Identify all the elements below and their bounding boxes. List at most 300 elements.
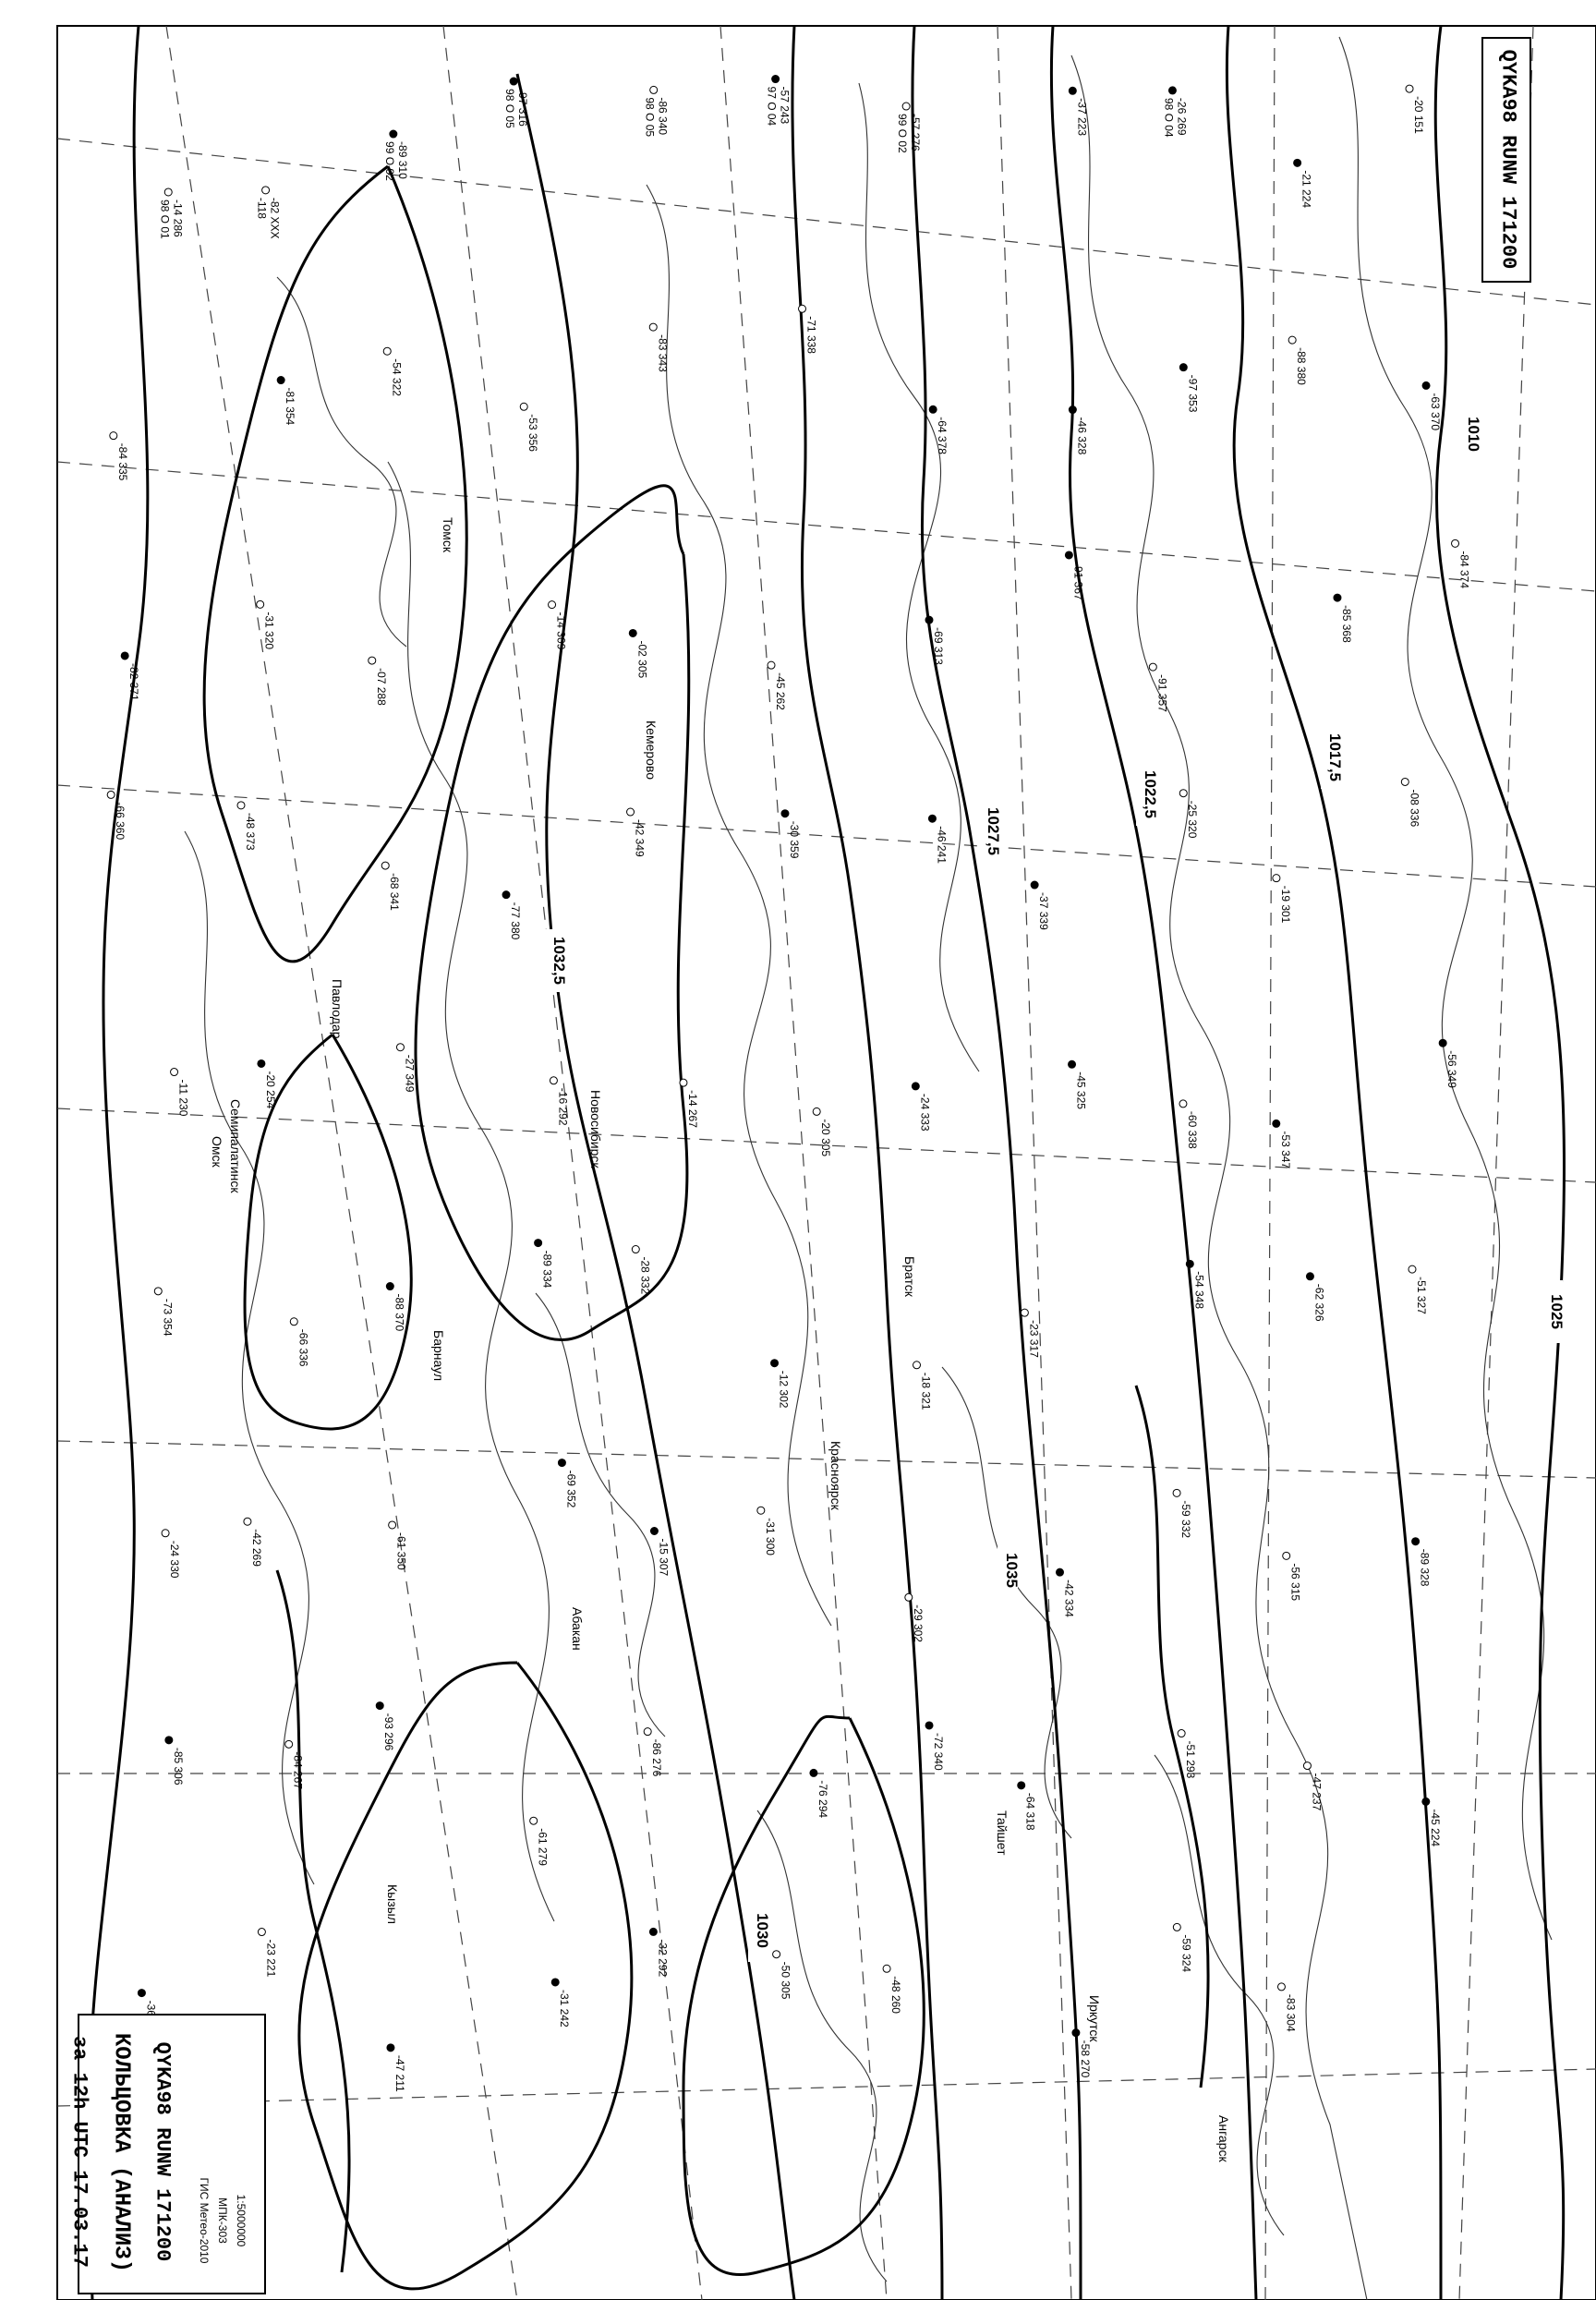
town-label: Новосибирск xyxy=(588,1090,603,1168)
station-circle xyxy=(535,1240,542,1247)
station-plot xyxy=(162,1530,181,1579)
legend-credit-2: МПК-303 xyxy=(216,2197,229,2244)
station-value: -26 269 xyxy=(1175,97,1189,136)
station-plot xyxy=(520,403,539,452)
station-circle xyxy=(387,2044,394,2052)
station-circle xyxy=(369,657,376,664)
station-plot xyxy=(550,1077,569,1126)
station-value: -60 338 xyxy=(1185,1110,1199,1149)
isobar-lines xyxy=(89,26,1564,2300)
station-circle xyxy=(290,1318,297,1326)
station-value: -89 310 xyxy=(395,141,409,179)
station-circle xyxy=(1406,85,1413,92)
station-value: -72 340 xyxy=(932,1732,946,1771)
station-value: -18 321 xyxy=(919,1372,933,1410)
station-circle xyxy=(1178,1730,1185,1737)
station-plot xyxy=(1439,1039,1458,1088)
station-value: -14 286 xyxy=(171,199,185,237)
town-label: Семипалатинск xyxy=(228,1099,243,1193)
station-value: -51 327 xyxy=(1414,1277,1428,1314)
station-circle xyxy=(1422,1798,1430,1805)
station-value: 99 О 02 xyxy=(382,141,396,181)
station-value: -84 335 xyxy=(115,442,129,481)
station-plot xyxy=(928,815,948,864)
station-circle xyxy=(244,1518,251,1525)
station-value: -89 334 xyxy=(540,1250,554,1289)
station-circle xyxy=(1294,159,1301,166)
station-circle xyxy=(551,1979,559,1986)
station-value: -54 348 xyxy=(1192,1271,1206,1310)
station-plot xyxy=(383,130,409,181)
station-circle xyxy=(1069,1060,1076,1068)
station-circle xyxy=(277,377,284,384)
station-circle xyxy=(1273,875,1280,882)
station-plot xyxy=(766,76,792,127)
station-plot xyxy=(650,1528,670,1577)
station-circle xyxy=(1149,663,1156,671)
header-code-box xyxy=(1481,37,1531,283)
station-plot xyxy=(549,601,568,650)
station-plot xyxy=(1018,1782,1037,1831)
station-plot xyxy=(912,1083,931,1132)
station-value: -73 354 xyxy=(161,1298,175,1337)
station-circle xyxy=(549,601,556,609)
station-value: -23 317 xyxy=(1027,1320,1041,1358)
station-value: -88 370 xyxy=(393,1293,406,1332)
station-value: -23 221 xyxy=(264,1939,278,1978)
station-plot xyxy=(1401,778,1421,827)
station-plot xyxy=(1179,1100,1199,1149)
station-value: -84 374 xyxy=(1457,551,1471,589)
station-plot xyxy=(387,2044,406,2092)
station-circle xyxy=(1069,406,1076,414)
station-value: -46 328 xyxy=(1075,417,1089,455)
town-label: Братск xyxy=(902,1256,917,1297)
station-value: -89 328 xyxy=(1418,1548,1432,1587)
chart-legend xyxy=(67,2014,266,2294)
legend-line-3: за 12h UTC 17.03.17 xyxy=(67,2036,91,2268)
station-value: -31 242 xyxy=(558,1989,572,2028)
station-plot xyxy=(369,657,388,706)
station-value: 99 О 02 xyxy=(896,114,910,153)
station-circle xyxy=(925,1722,933,1729)
station-circle xyxy=(396,1044,404,1051)
station-circle xyxy=(390,130,397,138)
station-value: -58 270 xyxy=(1078,2040,1092,2078)
station-value: -118 xyxy=(255,197,269,219)
station-value: -88 380 xyxy=(1295,347,1309,385)
station-value: 98 О 05 xyxy=(643,97,657,138)
header-code: QYKA98 RUNW 171200 xyxy=(1496,49,1520,270)
station-value: 98 О 04 xyxy=(1162,97,1176,138)
town-label: Тайшет xyxy=(995,1810,1010,1856)
station-circle xyxy=(649,1928,657,1935)
station-plot xyxy=(1277,1983,1297,2032)
station-circle xyxy=(1412,1538,1420,1545)
station-circle xyxy=(1179,1100,1187,1108)
station-value: -68 341 xyxy=(388,873,402,911)
station-plot xyxy=(383,347,403,396)
station-value: -56 349 xyxy=(1445,1050,1459,1088)
station-value: -59 332 xyxy=(1179,1500,1193,1539)
town-label: Кемерово xyxy=(644,720,659,780)
station-plot xyxy=(1422,1798,1442,1846)
station-circle xyxy=(1288,336,1296,344)
town-label: Абакан xyxy=(570,1607,585,1651)
station-value: -20 151 xyxy=(1412,96,1426,134)
station-value: -31 320 xyxy=(262,611,276,650)
station-plot xyxy=(389,1521,408,1570)
station-plot xyxy=(629,629,648,678)
station-circle xyxy=(1065,551,1072,559)
station-value: -14 267 xyxy=(685,1090,699,1128)
station-plot xyxy=(627,808,647,857)
station-plot xyxy=(1273,875,1292,924)
legend-credit-3: 1:5000000 xyxy=(235,2194,248,2247)
station-value: -24 333 xyxy=(918,1093,932,1132)
station-plot xyxy=(386,1283,405,1332)
station-plot xyxy=(237,802,257,851)
station-circle xyxy=(781,810,789,817)
station-circle xyxy=(757,1507,765,1514)
station-plot xyxy=(1162,87,1188,138)
isobar-label: 1010 xyxy=(1465,417,1482,452)
legend-line-1: QYKA98 RUNW 171200 xyxy=(151,2041,175,2262)
station-circle xyxy=(771,1360,779,1367)
station-plot xyxy=(244,1518,263,1567)
station-value: -48 373 xyxy=(243,812,257,851)
station-value: -07 288 xyxy=(374,668,388,706)
station-circle xyxy=(257,600,264,608)
station-plot xyxy=(1283,1552,1302,1601)
station-value: -14 309 xyxy=(554,611,568,650)
station-circle xyxy=(162,1530,169,1537)
station-plot xyxy=(502,891,522,940)
station-plot xyxy=(1412,1538,1432,1587)
station-circle xyxy=(389,1521,396,1529)
legend-credit-1: ГИС Метео-2010 xyxy=(198,2177,211,2264)
station-value: -48 260 xyxy=(889,1976,903,2014)
station-value: -30 359 xyxy=(787,820,801,859)
station-value: -45 224 xyxy=(1428,1809,1442,1847)
station-circle xyxy=(154,1288,162,1295)
station-value: -61 350 xyxy=(394,1531,408,1570)
station-value: 97 О 04 xyxy=(765,86,779,127)
station-value: -20 254 xyxy=(263,1071,277,1109)
isobar-label: 1027,5 xyxy=(985,807,1002,855)
station-value: -76 294 xyxy=(816,1780,829,1819)
station-plot xyxy=(757,1507,777,1556)
station-value: -47 211 xyxy=(393,2054,406,2092)
station-value: -51 293 xyxy=(1184,1740,1198,1779)
station-plot xyxy=(905,1593,925,1642)
station-plot xyxy=(649,1928,669,1977)
isobar-label: 1025 xyxy=(1548,1294,1566,1329)
station-plot xyxy=(285,1740,305,1789)
station-value: -31 300 xyxy=(763,1518,777,1556)
station-plot xyxy=(1173,1489,1192,1538)
station-value: -91 367 xyxy=(1071,562,1085,600)
station-value: -83 343 xyxy=(656,334,670,372)
station-circle xyxy=(902,103,910,110)
station-value: -57 243 xyxy=(778,86,792,125)
station-plot xyxy=(110,432,129,481)
station-plot xyxy=(929,406,949,454)
station-plot xyxy=(158,188,184,239)
station-circle xyxy=(285,1740,293,1748)
station-plot xyxy=(1069,87,1088,136)
station-value: -63 370 xyxy=(1429,393,1443,431)
station-circle xyxy=(629,629,636,636)
station-circle xyxy=(138,1990,145,1997)
station-circle xyxy=(520,403,527,410)
station-value: -69 313 xyxy=(931,627,945,665)
isobar-label: 1032,5 xyxy=(550,937,568,985)
station-plot xyxy=(1452,539,1471,588)
station-plot xyxy=(773,1951,792,2000)
station-value: -32 292 xyxy=(656,1939,670,1978)
station-plot xyxy=(1334,594,1353,643)
station-circle xyxy=(632,1246,639,1253)
station-circle xyxy=(550,1077,557,1084)
station-circle xyxy=(650,86,658,93)
station-circle xyxy=(1303,1762,1311,1770)
station-plot xyxy=(165,1737,185,1786)
station-value: -47 237 xyxy=(1310,1773,1324,1811)
station-plot xyxy=(558,1459,577,1508)
station-plot xyxy=(1149,663,1168,712)
station-circle xyxy=(237,802,245,809)
station-value: -82 ХХХ xyxy=(268,197,282,239)
station-circle xyxy=(171,1069,178,1076)
station-circle xyxy=(258,1929,265,1936)
station-plot xyxy=(913,1362,933,1410)
station-value: -53 347 xyxy=(1278,1131,1292,1169)
station-circle xyxy=(773,1951,780,1958)
station-circle xyxy=(913,1362,921,1369)
station-value: -59 324 xyxy=(1179,1934,1193,1973)
station-circle xyxy=(1018,1782,1025,1789)
station-plot xyxy=(171,1069,190,1117)
station-circle xyxy=(1439,1039,1446,1047)
station-value: -42 269 xyxy=(249,1529,263,1567)
town-label: Томск xyxy=(441,517,455,552)
station-plot xyxy=(396,1044,416,1093)
station-circle xyxy=(383,347,391,355)
station-circle xyxy=(810,1769,817,1776)
station-value: -62 326 xyxy=(1312,1283,1326,1322)
station-value: -83 304 xyxy=(1284,1993,1298,2032)
station-plot xyxy=(813,1108,832,1156)
station-value: 98 О 01 xyxy=(158,199,172,239)
station-value: -45 262 xyxy=(774,672,788,710)
station-circle xyxy=(1409,1265,1416,1273)
station-plot xyxy=(277,377,296,426)
station-circle xyxy=(1452,539,1459,547)
station-value: -21 224 xyxy=(1300,170,1313,209)
station-plot xyxy=(810,1769,829,1818)
station-plot xyxy=(1069,1060,1088,1109)
station-value: -86 276 xyxy=(650,1738,664,1777)
station-value: -25 320 xyxy=(1186,800,1200,839)
station-value: -66 360 xyxy=(114,802,127,841)
station-plot xyxy=(1273,1120,1292,1168)
station-value: -15 307 xyxy=(657,1538,671,1577)
station-circle xyxy=(627,808,635,816)
station-plot xyxy=(258,1929,277,1978)
station-circle xyxy=(912,1083,919,1090)
station-circle xyxy=(558,1459,565,1467)
station-plot xyxy=(551,1979,571,2028)
station-plot xyxy=(257,600,276,649)
station-circle xyxy=(799,305,806,312)
station-circle xyxy=(1021,1309,1028,1316)
station-circle xyxy=(772,76,780,83)
station-plot xyxy=(290,1318,309,1367)
legend-line-2: КОЛЬЦОВКА (АНАЛИЗ) xyxy=(108,2032,134,2273)
station-plot xyxy=(256,187,282,239)
station-value: -28 332 xyxy=(638,1256,652,1295)
station-circle xyxy=(165,1737,173,1744)
station-circle xyxy=(925,616,933,623)
station-plot xyxy=(1031,881,1050,930)
isobar-label: 1035 xyxy=(1003,1553,1021,1588)
station-plot xyxy=(632,1246,651,1295)
town-label: Красноярск xyxy=(828,1441,843,1510)
station-value: -57 276 xyxy=(909,114,923,151)
station-plot xyxy=(644,86,670,137)
station-plot xyxy=(883,1965,902,2014)
station-value: -46 241 xyxy=(935,826,949,864)
station-circle xyxy=(680,1079,687,1086)
isobar-label: 1030 xyxy=(754,1913,771,1948)
station-value: -97 316 xyxy=(516,89,530,127)
station-value: -50 305 xyxy=(779,1961,792,2000)
station-circle xyxy=(121,652,128,660)
station-plot xyxy=(1422,381,1442,430)
station-circle xyxy=(1179,364,1187,371)
station-circle xyxy=(107,791,115,798)
station-value: -12 302 xyxy=(777,1370,791,1409)
station-circle xyxy=(813,1108,820,1115)
station-circle xyxy=(1401,778,1409,785)
station-value: -71 338 xyxy=(804,316,818,354)
station-plot xyxy=(535,1240,554,1289)
station-circle xyxy=(1072,2029,1080,2037)
station-circle xyxy=(530,1817,538,1824)
station-circle xyxy=(768,661,775,669)
station-circle xyxy=(1173,1489,1180,1496)
station-circle xyxy=(376,1702,383,1710)
station-circle xyxy=(386,1283,393,1290)
station-value: -19 301 xyxy=(1278,885,1292,924)
station-value: -42 349 xyxy=(633,819,647,857)
station-circle xyxy=(644,1728,651,1736)
station-plot xyxy=(258,1059,277,1108)
station-value: -85 368 xyxy=(1339,605,1353,643)
station-circle xyxy=(1173,1923,1180,1931)
station-circle xyxy=(510,78,517,85)
station-value: -53 356 xyxy=(526,414,540,452)
isobar-label: 1017,5 xyxy=(1326,733,1344,781)
station-value: -93 296 xyxy=(382,1713,396,1751)
station-value: -81 354 xyxy=(284,387,297,426)
station-value: -91 357 xyxy=(1155,674,1169,712)
station-value: -24 330 xyxy=(168,1540,182,1579)
station-value: -42 334 xyxy=(1062,1580,1076,1617)
station-value: -69 352 xyxy=(564,1470,578,1508)
town-label: Иркутск xyxy=(1087,1995,1102,2042)
geographic-boundaries xyxy=(185,37,1552,2300)
station-value: -84 267 xyxy=(291,1751,305,1790)
station-value: -77 380 xyxy=(509,902,523,940)
station-plot xyxy=(1409,1265,1428,1314)
station-plot xyxy=(530,1817,550,1866)
station-value: -08 336 xyxy=(1408,789,1421,828)
station-value: -85 306 xyxy=(171,1747,185,1786)
station-circle xyxy=(1056,1568,1063,1576)
station-plot xyxy=(1306,1273,1325,1322)
station-circle xyxy=(262,187,270,194)
station-circle xyxy=(650,1528,658,1535)
station-circle xyxy=(258,1059,265,1067)
station-circle xyxy=(1283,1552,1290,1559)
station-circle xyxy=(1186,1260,1193,1267)
station-plot xyxy=(1056,1568,1075,1617)
station-plot xyxy=(768,661,787,710)
station-plot xyxy=(1179,364,1199,413)
station-circle xyxy=(1179,790,1187,797)
station-value: -37 339 xyxy=(1037,892,1051,930)
station-value: -64 318 xyxy=(1023,1792,1037,1831)
station-value: -11 230 xyxy=(176,1079,190,1117)
station-value: -37 223 xyxy=(1075,98,1089,137)
station-plot xyxy=(644,1728,663,1777)
station-value: -16 292 xyxy=(556,1087,570,1126)
station-circle xyxy=(502,891,510,899)
station-value: -45 325 xyxy=(1074,1071,1088,1109)
station-plot xyxy=(376,1702,395,1751)
station-circle xyxy=(1168,87,1176,94)
station-circle xyxy=(929,406,937,413)
town-label-layer xyxy=(210,517,1231,2162)
station-value: -29 302 xyxy=(911,1604,925,1642)
station-value: -66 336 xyxy=(296,1328,310,1367)
town-label: Павлодар xyxy=(330,979,345,1039)
station-circle xyxy=(381,862,389,869)
station-plot xyxy=(381,862,401,911)
station-plot xyxy=(771,1360,791,1409)
station-plot xyxy=(503,78,529,128)
station-circle xyxy=(905,1593,913,1601)
station-value: 98 О 05 xyxy=(503,89,517,128)
town-label: Ангарск xyxy=(1216,2115,1231,2162)
station-plot xyxy=(154,1288,174,1337)
station-plot xyxy=(1406,85,1425,134)
station-circle xyxy=(1069,87,1076,94)
station-value: -02 305 xyxy=(635,640,649,679)
station-circle xyxy=(1306,1273,1313,1280)
station-plot xyxy=(896,103,922,153)
station-circle xyxy=(928,815,936,822)
station-plot xyxy=(925,1722,945,1771)
isobar-label: 1022,5 xyxy=(1142,770,1159,818)
station-plot xyxy=(781,810,801,859)
station-value: -97 353 xyxy=(1186,374,1200,413)
station-value: -27 349 xyxy=(403,1054,417,1093)
station-plot xyxy=(1303,1762,1323,1811)
station-value: -64 378 xyxy=(936,417,949,454)
